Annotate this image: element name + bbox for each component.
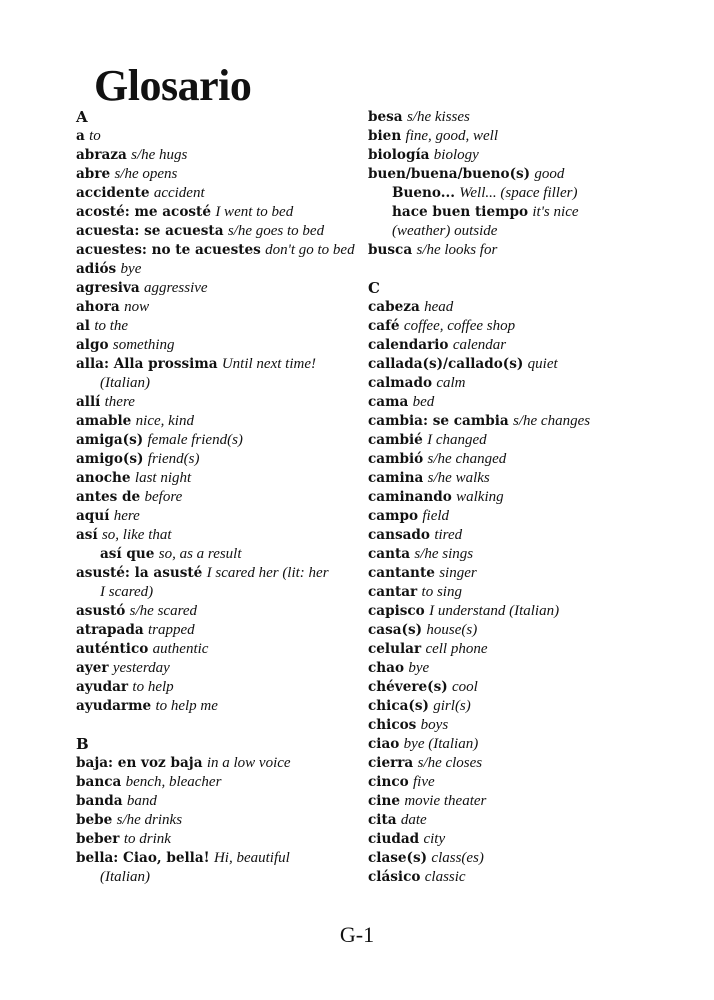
translation: calm [436,375,466,391]
translation: singer [439,565,477,581]
glossary-entry [368,659,688,678]
headword: hace buen tiempo [392,204,529,220]
headword: cierra [368,755,414,771]
headword: cine [368,793,400,809]
section-letter: C [368,279,380,297]
headword: callada(s)/callado(s) [368,356,524,372]
glossary-entry [76,146,376,165]
headword: a [76,128,85,144]
translation: s/he looks for [416,242,498,258]
glossary-entry [368,735,688,754]
headword: bella: Ciao, bella! [76,850,210,866]
glossary-entry [368,336,688,355]
glossary-entry [368,564,688,583]
entry-continuation [76,868,376,887]
headword: banda [76,793,123,809]
glossary-entry [76,298,376,317]
translation: nice, kind [135,413,194,429]
headword: clásico [368,869,421,885]
translation: city [423,831,446,847]
headword: clase(s) [368,850,428,866]
glossary-subentry [368,184,688,203]
glossary-entry [368,868,688,887]
translation: band [126,793,157,809]
translation: tired [434,527,463,543]
translation: it's nice [532,204,579,220]
translation: (Italian) [100,869,150,885]
translation: to help [132,679,174,695]
glossary-entry [76,127,376,146]
translation: (Italian) [100,375,150,391]
glossary-entry [76,450,376,469]
translation: to help me [155,698,218,714]
glossary-entry [368,146,688,165]
translation: to the [94,318,129,334]
headword: ciao [368,736,400,752]
translation: class(es) [431,850,484,866]
headword: allí [76,394,101,410]
translation: Until next time! [221,356,316,372]
glossary-entry [368,507,688,526]
headword: bien [368,128,402,144]
headword: algo [76,337,109,353]
headword: agresiva [76,280,140,296]
translation: walking [456,489,504,505]
translation: don't go to bed [265,242,355,258]
glossary-entry [368,450,688,469]
translation: s/he hugs [131,147,188,163]
translation: s/he changes [513,413,591,429]
translation: last night [134,470,192,486]
headword: ayudar [76,679,129,695]
translation: bye [408,660,430,676]
headword: ciudad [368,831,420,847]
translation: s/he scared [129,603,198,619]
headword: capisco [368,603,425,619]
headword: besa [368,109,403,125]
headword: amigo(s) [76,451,144,467]
glossary-entry [76,222,376,241]
translation: house(s) [426,622,478,638]
translation: s/he goes to bed [227,223,325,239]
section-spacer [76,716,376,735]
translation: s/he changed [427,451,507,467]
translation: I scared her (lit: her [206,565,329,581]
headword: buen/buena/bueno(s) [368,166,531,182]
translation: classic [424,869,466,885]
headword: abre [76,166,111,182]
translation: something [112,337,175,353]
glossary-entry [76,279,376,298]
glossary-entry [368,298,688,317]
glossary-entry [368,165,688,184]
translation: there [104,394,135,410]
glossary-entry [76,640,376,659]
glossary-entry [368,697,688,716]
translation: to sing [421,584,462,600]
translation: Well... (space filler) [459,185,578,201]
headword: cambia: se cambia [368,413,509,429]
headword: campo [368,508,419,524]
translation: trapped [148,622,195,638]
translation: coffee, coffee shop [403,318,516,334]
headword: cantante [368,565,435,581]
translation: calendar [452,337,507,353]
translation: head [424,299,454,315]
headword: cita [368,812,397,828]
headword: acosté: me acosté [76,204,211,220]
translation: bench, bleacher [125,774,222,790]
glossary-entry [76,621,376,640]
glossary-entry [368,621,688,640]
glossary-entry [76,849,376,868]
translation: I changed [427,432,487,448]
translation: I scared) [100,584,154,600]
translation: date [400,812,427,828]
headword: bebe [76,812,113,828]
headword: cambió [368,451,424,467]
headword: celular [368,641,422,657]
glossary-entry [368,754,688,773]
translation: s/he kisses [406,109,470,125]
translation: I understand (Italian) [429,603,560,619]
glossary-entry [76,773,376,792]
headword: cansado [368,527,431,543]
headword: asustó [76,603,126,619]
translation: s/he closes [417,755,483,771]
glossary-entry [368,792,688,811]
glossary-entry [76,203,376,222]
glossary-entry [76,317,376,336]
translation: yesterday [112,660,170,676]
headword: alla: Alla prossima [76,356,218,372]
glossary-subentry [76,545,376,564]
headword: ayudarme [76,698,152,714]
translation: so, as a result [158,546,242,562]
headword: chica(s) [368,698,429,714]
headword: abraza [76,147,127,163]
headword: cama [368,394,409,410]
headword: antes de [76,489,141,505]
translation: five [413,774,435,790]
translation: I went to bed [215,204,294,220]
glossary-entry [76,336,376,355]
translation: aggressive [143,280,208,296]
glossary-entry [76,602,376,621]
glossary-entry [76,165,376,184]
headword: canta [368,546,411,562]
translation: so, like that [101,527,172,543]
glossary-entry [368,640,688,659]
glossary-entry [76,488,376,507]
glossary-entry [76,811,376,830]
glossary-entry [368,431,688,450]
translation: s/he opens [114,166,178,182]
glossary-entry [76,697,376,716]
headword: anoche [76,470,131,486]
headword: calmado [368,375,433,391]
translation: quiet [527,356,558,372]
section-spacer [368,260,688,279]
translation: bye [120,261,142,277]
translation: bye (Italian) [403,736,479,752]
headword: amable [76,413,132,429]
glossary-entry [368,241,688,260]
translation: in a low voice [206,755,291,771]
translation: girl(s) [433,698,471,714]
glossary-entry [76,260,376,279]
glossary-column-right [368,108,688,887]
glossary-entry [368,127,688,146]
translation: accident [153,185,205,201]
headword: cantar [368,584,418,600]
translation: to drink [123,831,171,847]
translation: movie theater [404,793,487,809]
glossary-entry [76,830,376,849]
translation: good [534,166,565,182]
translation: friend(s) [147,451,200,467]
headword: al [76,318,90,334]
glossary-entry [368,412,688,431]
headword: cambié [368,432,423,448]
headword: casa(s) [368,622,423,638]
headword: biología [368,147,430,163]
glossary-entry [76,507,376,526]
glossary-subentry [368,203,688,222]
glossary-entry [368,602,688,621]
glossary-entry [368,583,688,602]
glossary-entry [368,849,688,868]
page-number: G-1 [339,922,375,947]
translation: biology [433,147,479,163]
glossary-entry [76,412,376,431]
headword: baja: en voz baja [76,755,203,771]
translation: now [124,299,150,315]
translation: before [144,489,183,505]
headword: amiga(s) [76,432,144,448]
headword: así [76,527,98,543]
translation: to [89,128,101,144]
translation: s/he sings [414,546,474,562]
headword: así que [100,546,155,562]
entry-continuation [368,222,688,241]
glossary-entry [368,773,688,792]
glossary-entry [76,659,376,678]
entry-continuation [76,583,376,602]
translation: authentic [152,641,209,657]
headword: beber [76,831,120,847]
glossary-entry [368,317,688,336]
headword: adiós [76,261,117,277]
headword: accidente [76,185,150,201]
headword: café [368,318,400,334]
translation: female friend(s) [147,432,243,448]
translation: cool [452,679,478,695]
headword: cinco [368,774,409,790]
headword: banca [76,774,122,790]
glossary-entry [76,469,376,488]
glossary-entry [76,393,376,412]
headword: Bueno... [392,185,455,201]
headword: chévere(s) [368,679,448,695]
headword: acuesta: se acuesta [76,223,224,239]
glossary-entry [76,754,376,773]
headword: acuestes: no te acuestes [76,242,261,258]
translation: here [113,508,140,524]
translation: bed [412,394,435,410]
glossary-entry [76,431,376,450]
glossary-entry [368,355,688,374]
glossary-column-left [76,108,376,887]
glossary-entry [368,526,688,545]
headword: ayer [76,660,109,676]
headword: ahora [76,299,120,315]
glossary-entry [368,545,688,564]
glossary-entry [368,108,688,127]
glossary-entry [368,811,688,830]
headword: calendario [368,337,449,353]
headword: chao [368,660,405,676]
headword: auténtico [76,641,149,657]
translation: field [422,508,450,524]
translation: (weather) outside [392,223,498,239]
glossary-entry [368,488,688,507]
glossary-entry [368,830,688,849]
glossary-entry [76,564,376,583]
translation: fine, good, well [405,128,499,144]
glossary-entry [368,469,688,488]
headword: cabeza [368,299,420,315]
section-letter: B [76,735,89,753]
glossary-entry [368,716,688,735]
headword: atrapada [76,622,144,638]
glossary-entry [76,241,376,260]
translation: boys [420,717,449,733]
headword: aquí [76,508,110,524]
section-letter: A [76,108,88,126]
glossary-entry [368,374,688,393]
translation: s/he walks [427,470,490,486]
translation: s/he drinks [116,812,183,828]
glossary-entry [368,678,688,697]
headword: busca [368,242,413,258]
headword: asusté: la asusté [76,565,203,581]
glossary-entry [76,526,376,545]
glossary-entry [76,355,376,374]
translation: Hi, beautiful [213,850,290,866]
page-title: Glosario [94,61,252,110]
headword: chicos [368,717,417,733]
headword: caminando [368,489,452,505]
glossary-entry [76,184,376,203]
glossary-entry [76,792,376,811]
glossary-entry [368,393,688,412]
headword: camina [368,470,424,486]
entry-continuation [76,374,376,393]
translation: cell phone [425,641,488,657]
glossary-entry [76,678,376,697]
